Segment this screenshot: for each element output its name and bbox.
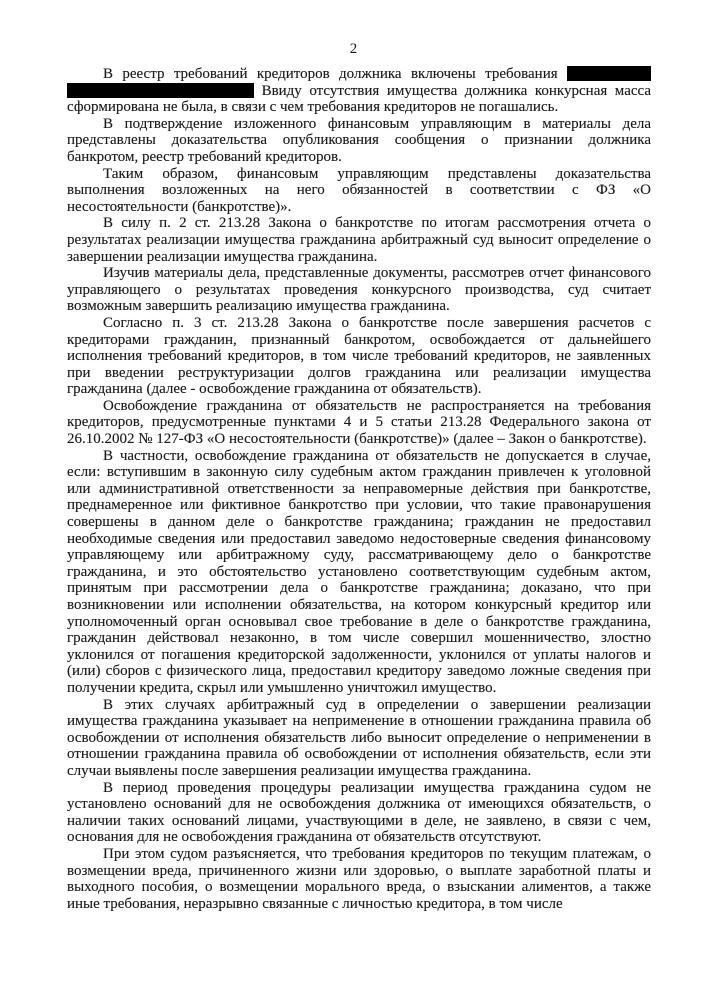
redaction-bar	[567, 66, 651, 81]
paragraph-text: В период проведения процедуры реализации имущества гражданина судом не установлено оснований для не освобождения должника от имеющихся обязательств, о наличии таких оснований лицами, участвующими в деле, не заявлено, в связи с чем, основания для не освобождения гражданина от обязательств отсутствуют.	[67, 779, 651, 846]
document-text	[67, 66, 651, 991]
paragraph	[67, 66, 651, 116]
paragraph	[67, 215, 651, 265]
paragraph	[67, 398, 651, 448]
paragraph-text: В подтверждение изложенного финансовым управляющим в материалы дела представлены доказательства опубликования сообщения о признании должника банкротом, реестр требований кредиторов.	[67, 115, 651, 165]
paragraph-text: Ввиду отсутствия имущества должника конкурсная масса сформирована не была, в связи с чем требования кредиторов не погашались.	[67, 82, 651, 116]
paragraph-text: В этих случаях арбитражный суд в определении о завершении реализации имущества гражданина указывает на неприменение в отношении гражданина правила об освобождении от исполнения обязательств либо выносит определение о неприменении в отношении гражданина правила об освобождении от исполнения обязательств, если эти случаи выявлены после завершения реализации имущества гражданина.	[67, 696, 651, 779]
paragraph-text: Согласно п. 3 ст. 213.28 Закона о банкротстве после завершения расчетов с кредиторами гражданин, признанный банкротом, освобождается от дальнейшего исполнения требований кредиторов, в том числе требований кредиторов, не заявленных при введении реструктуризации долгов гражданина или реализации имущества гражданина (далее - освобождение гражданина от обязательств).	[67, 314, 651, 398]
paragraph	[67, 315, 651, 398]
paragraph-text: В частности, освобождение гражданина от обязательств не допускается в случае, если: вступившим в законную силу судебным актом гражданин привлечен к уголовной или административной ответственности за неправомерные действия при банкротстве, преднамеренное или фиктивное банкротство при условии, что такие правонарушения совершены в данном деле о банкротстве гражданина; гражданин не предоставил необходимые сведения или предоставил заведомо недостоверные сведения финансовому управляющему или арбитражному суду, рассматривающему дело о банкротстве гражданина, и это обстоятельство установлено соответствующим судебным актом, принятым при рассмотрении дела о банкротстве гражданина; доказано, что при возникновении или исполнении обязательства, на котором конкурсный кредитор или уполномоченный орган основывал свое требование в деле о банкротстве гражданина, гражданин действовал незаконно, в том числе совершил мошенничество, злостно уклонился от погашения кредиторской задолженности, уклонился от уплаты налогов и (или) сборов с физического лица, предоставил кредитору заведомо ложные сведения при получении кредита, скрыл или умышленно уничтожил имущество.	[67, 447, 651, 696]
paragraph	[67, 780, 651, 846]
paragraph	[67, 265, 651, 315]
paragraph-text: В реестр требований кредиторов должника включены требования	[103, 66, 558, 82]
paragraph-text: В силу п. 2 ст. 213.28 Закона о банкротстве по итогам рассмотрения отчета о результатах реализации имущества гражданина арбитражный суд выносит определение о завершении реализации имущества гражданина.	[67, 215, 651, 265]
paragraph	[67, 697, 651, 780]
page-number: 2	[349, 41, 358, 57]
paragraph-text: Изучив материалы дела, представленные документы, рассмотрев отчет финансового управляющего о результатах проведения конкурсного производства, суд считает возможным завершить реализацию имущества гражданина.	[67, 265, 651, 315]
redaction-bar	[67, 83, 254, 98]
paragraph	[67, 166, 651, 216]
paragraph-text: При этом судом разъясняется, что требования кредиторов по текущим платежам, о возмещении вреда, причиненного жизни или здоровью, о выплате заработной платы и выходного пособия, о возмещении морального вреда, о взыскании алиментов, а также иные требования, неразрывно связанные с личностью кредитора, в том числе	[67, 845, 651, 912]
paragraph	[67, 448, 651, 697]
paragraph-text: Таким образом, финансовым управляющим представлены доказательства выполнения возложенных на него обязанностей в соответствии с ФЗ «О несостоятельности (банкротстве)».	[67, 165, 651, 215]
paragraph	[67, 116, 651, 166]
paragraph	[67, 846, 651, 912]
paragraph-text: Освобождение гражданина от обязательств не распространяется на требования кредиторов, предусмотренные пунктами 4 и 5 статьи 213.28 Федерального закона от 26.10.2002 № 127-ФЗ «О несостоятельности (банкротстве)» (далее – Закон о банкротстве).	[67, 397, 651, 448]
